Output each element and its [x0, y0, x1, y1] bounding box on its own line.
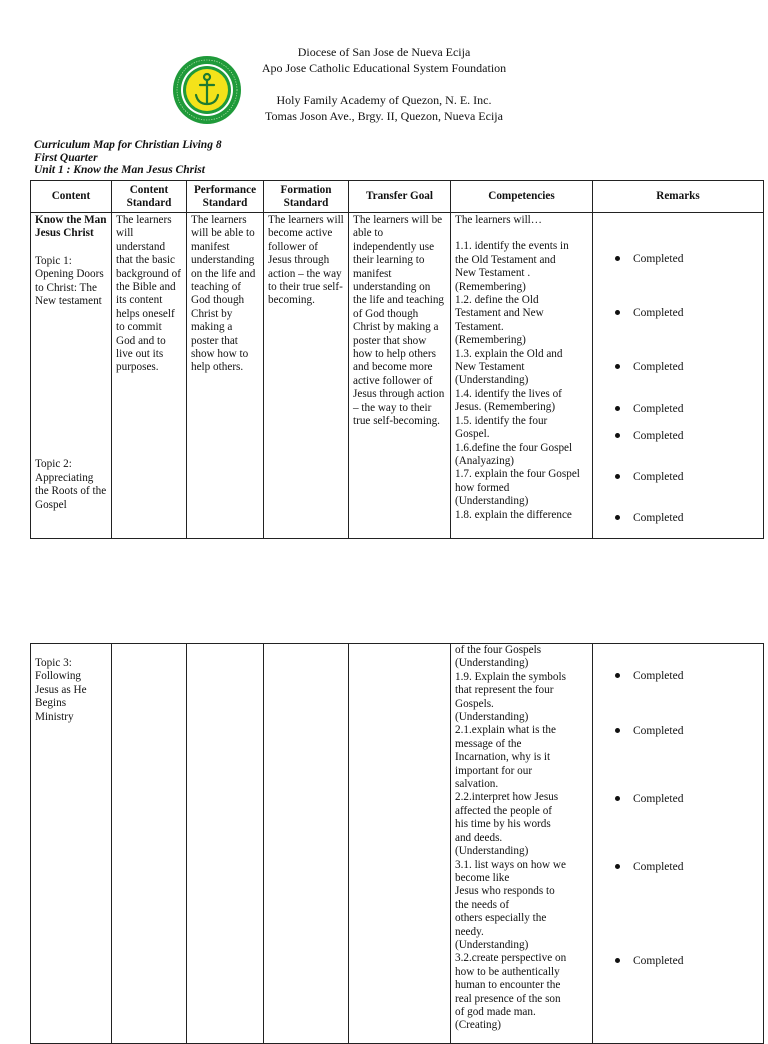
topic-3: Topic 3: Following Jesus as He Begins Ministry	[35, 657, 87, 723]
competency-item: 1.2. define the Old Testament and New Testament. (Remembering)	[455, 294, 544, 347]
header-remarks: Remarks	[593, 181, 764, 213]
bullet-icon	[615, 433, 620, 438]
bullet-icon	[615, 515, 620, 520]
header-content-standard: Content Standard	[112, 181, 187, 213]
bullet-icon	[615, 310, 620, 315]
remarks-cell	[593, 644, 764, 1044]
content-cell	[31, 644, 112, 1044]
diocese-line: Diocese of San Jose de Nueva Ecija	[297, 45, 471, 59]
curriculum-table-part1	[30, 180, 764, 539]
table-row	[31, 644, 764, 1044]
content-standard-cell	[112, 644, 187, 1044]
performance-standard-cell: The learners will be able to manifest understanding on the life and teaching of God though Christ by making a poster that show how to help others.	[187, 213, 264, 539]
header-content: Content	[31, 181, 112, 213]
remark-item: Completed	[615, 430, 683, 442]
remark-item: Completed	[615, 861, 683, 873]
foundation-line: Apo Jose Catholic Educational System Foundation	[261, 61, 507, 75]
school-header	[0, 44, 768, 124]
competency-item: 1.8. explain the difference	[455, 508, 572, 521]
header-performance-standard: Performance Standard	[187, 181, 264, 213]
content-standard-cell: The learners will understand that the basic background of the Bible and its content helps oneself to commit God and to live out its purposes.	[112, 213, 187, 539]
school-name-line: Holy Family Academy of Quezon, N. E. Inc.	[276, 93, 492, 107]
competency-item: 2.2.interpret how Jesus affected the people of his time by his words and deeds. (Understanding)	[455, 791, 559, 858]
bullet-icon	[615, 406, 620, 411]
table-header-row	[31, 181, 764, 213]
competency-item: 1.7. explain the four Gospel how formed (Understanding)	[455, 468, 580, 508]
remark-item: Completed	[615, 955, 683, 967]
bullet-icon	[615, 364, 620, 369]
remark-item: Completed	[615, 307, 683, 319]
content-title: Know the Man Jesus Christ	[35, 214, 107, 240]
document-titles	[34, 139, 222, 177]
remark-item: Completed	[615, 793, 683, 805]
competency-item: 3.2.create perspective on how to be authentically human to encounter the real presence of the son of god made man. (Creating)	[455, 952, 567, 1032]
competency-item: 1.4. identify the lives of Jesus. (Remembering)	[455, 387, 562, 414]
transfer-goal-cell: The learners will be able to independently use their learning to manifest understanding on the life and teaching of God though Christ by making a poster that show how to help others and become more active follower of Jesus through action – the way to their true self-becoming.	[349, 213, 451, 539]
bullet-icon	[615, 796, 620, 801]
competencies-cell	[451, 644, 593, 1044]
remark-item: Completed	[615, 361, 683, 373]
topic-2: Topic 2: Appreciating the Roots of the Gospel	[35, 458, 107, 511]
unit-title: Unit 1 : Know the Man Jesus Christ	[34, 164, 205, 176]
remark-item: Completed	[615, 471, 683, 483]
quarter-title: First Quarter	[34, 151, 98, 164]
bullet-icon	[615, 256, 620, 261]
curriculum-title: Curriculum Map for Christian Living 8	[34, 139, 222, 151]
competencies-cell	[451, 213, 593, 539]
competency-item: 2.1.explain what is the message of the Incarnation, why is it important for our salvation.	[455, 724, 556, 791]
transfer-goal-cell	[349, 644, 451, 1044]
competency-item: of the four Gospels (Understanding)	[455, 644, 542, 670]
performance-standard-cell	[187, 644, 264, 1044]
competency-item: 1.9. Explain the symbols that represent the four Gospels. (Understanding)	[455, 670, 566, 724]
header-competencies: Competencies	[451, 181, 593, 213]
bullet-icon	[615, 958, 620, 963]
bullet-icon	[615, 864, 620, 869]
competency-item: 1.3. explain the Old and New Testament (Understanding)	[455, 347, 563, 387]
remark-item: Completed	[615, 670, 683, 682]
formation-standard-cell	[264, 644, 349, 1044]
curriculum-table-part2	[30, 643, 764, 1044]
remark-item: Completed	[615, 512, 683, 524]
competency-item: 1.5. identify the four Gospel.	[455, 414, 548, 441]
bullet-icon	[615, 474, 620, 479]
competency-item: 3.1. list ways on how we become like Jesus who responds to the needs of others especially the needy. (Understanding)	[455, 858, 566, 951]
remark-item: Completed	[615, 403, 683, 415]
remark-item: Completed	[615, 253, 683, 265]
formation-standard-cell: The learners will become active follower of Jesus through action – the way to their true self-becoming.	[264, 213, 349, 539]
topic-1: Topic 1: Opening Doors to Christ: The New testament	[35, 254, 104, 308]
header-formation-standard: Formation Standard	[264, 181, 349, 213]
address-line: Tomas Joson Ave., Brgy. II, Quezon, Nueva Ecija	[265, 109, 503, 123]
school-logo	[172, 55, 242, 125]
competency-item: 1.6.define the four Gospel (Analyazing)	[455, 441, 573, 467]
competencies-intro: The learners will…	[455, 214, 542, 226]
remark-item: Completed	[615, 725, 683, 737]
bullet-icon	[615, 728, 620, 733]
header-transfer-goal: Transfer Goal	[349, 181, 451, 213]
bullet-icon	[615, 673, 620, 678]
competency-item: 1.1. identify the events in the Old Testament and New Testament . (Remembering)	[455, 240, 569, 293]
content-cell	[31, 213, 112, 539]
